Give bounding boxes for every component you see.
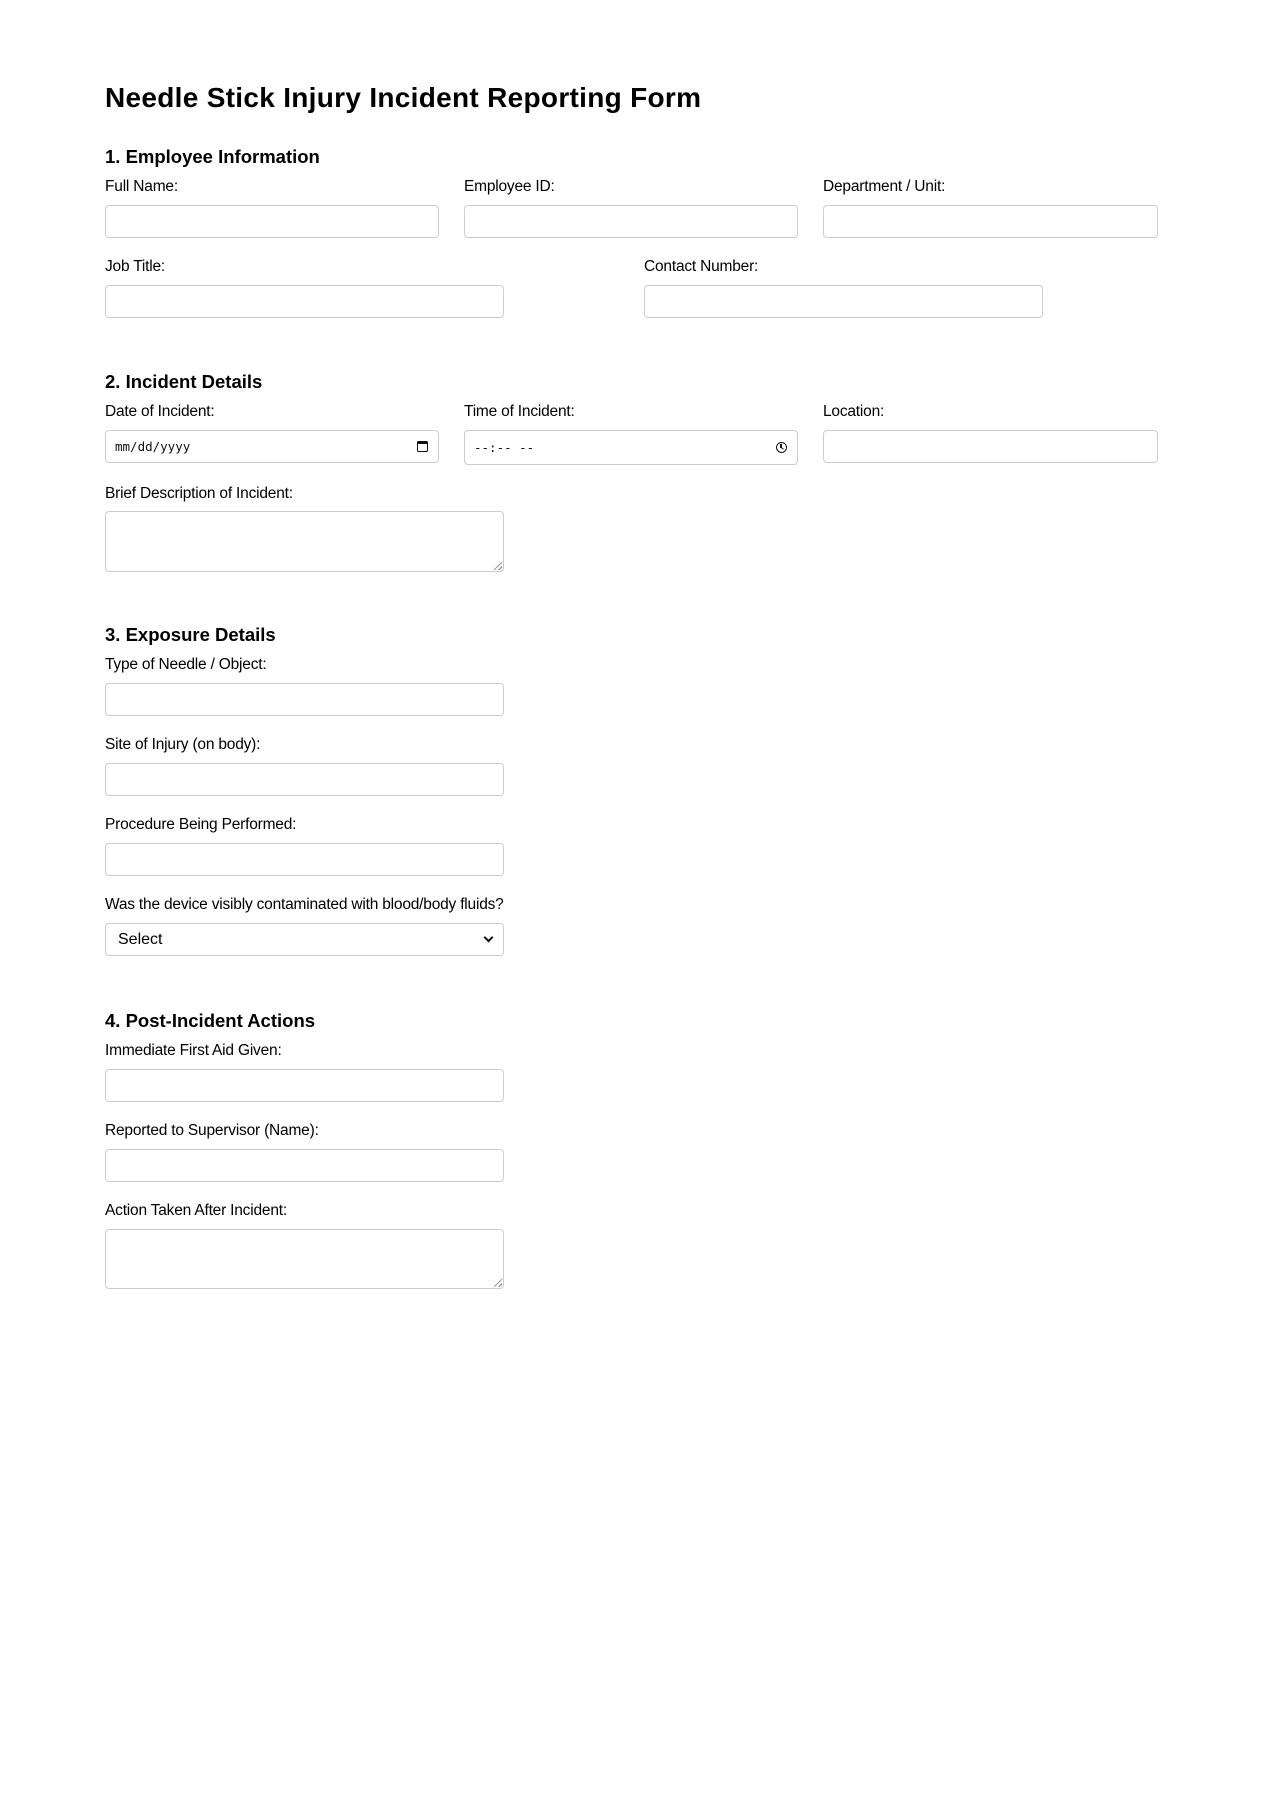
time-of-incident-label: Time of Incident: (464, 403, 575, 420)
job-title-input[interactable] (105, 285, 504, 318)
location-input[interactable] (823, 430, 1158, 463)
date-placeholder: mm/dd/yyyy (115, 439, 191, 454)
date-of-incident-input[interactable] (105, 430, 439, 463)
supervisor-input[interactable] (105, 1149, 504, 1182)
full-name-label: Full Name: (105, 178, 178, 195)
section-heading-post-incident-actions: 4. Post-Incident Actions (105, 1010, 316, 1031)
contaminated-select[interactable] (105, 923, 504, 956)
full-name-input[interactable] (105, 205, 439, 238)
chevron-down-icon (484, 933, 494, 943)
needle-type-input[interactable] (105, 683, 504, 716)
action-taken-textarea[interactable] (105, 1229, 504, 1289)
resize-grip-icon[interactable] (494, 1279, 502, 1287)
procedure-input[interactable] (105, 843, 504, 876)
department-label: Department / Unit: (823, 178, 946, 195)
section-heading-exposure-details: 3. Exposure Details (105, 624, 276, 645)
clock-icon[interactable] (776, 442, 787, 453)
contaminated-selected-value: Select (118, 930, 163, 948)
first-aid-label: Immediate First Aid Given: (105, 1042, 282, 1059)
time-of-incident-input[interactable] (464, 430, 798, 465)
description-textarea-wrapper (105, 511, 504, 572)
employee-id-label: Employee ID: (464, 178, 555, 195)
needle-type-label: Type of Needle / Object: (105, 656, 267, 673)
description-label: Brief Description of Incident: (105, 485, 293, 502)
contact-number-input[interactable] (644, 285, 1043, 318)
employee-id-input[interactable] (464, 205, 798, 238)
date-of-incident-label: Date of Incident: (105, 403, 215, 420)
action-taken-label: Action Taken After Incident: (105, 1202, 287, 1219)
calendar-icon[interactable] (417, 441, 428, 452)
resize-grip-icon[interactable] (494, 562, 502, 570)
injury-site-label: Site of Injury (on body): (105, 736, 261, 753)
job-title-label: Job Title: (105, 258, 166, 275)
location-label: Location: (823, 403, 885, 420)
time-placeholder: --:-- -- (474, 440, 535, 455)
description-textarea[interactable] (105, 511, 504, 572)
page-title: Needle Stick Injury Incident Reporting Form (105, 82, 702, 113)
section-heading-incident-details: 2. Incident Details (105, 371, 263, 392)
supervisor-label: Reported to Supervisor (Name): (105, 1122, 319, 1139)
procedure-label: Procedure Being Performed: (105, 816, 297, 833)
injury-site-input[interactable] (105, 763, 504, 796)
section-heading-employee-information: 1. Employee Information (105, 146, 320, 167)
department-input[interactable] (823, 205, 1158, 238)
first-aid-input[interactable] (105, 1069, 504, 1102)
action-taken-textarea-wrapper (105, 1229, 504, 1289)
contaminated-label: Was the device visibly contaminated with blood/body fluids? (105, 896, 504, 913)
contact-number-label: Contact Number: (644, 258, 759, 275)
